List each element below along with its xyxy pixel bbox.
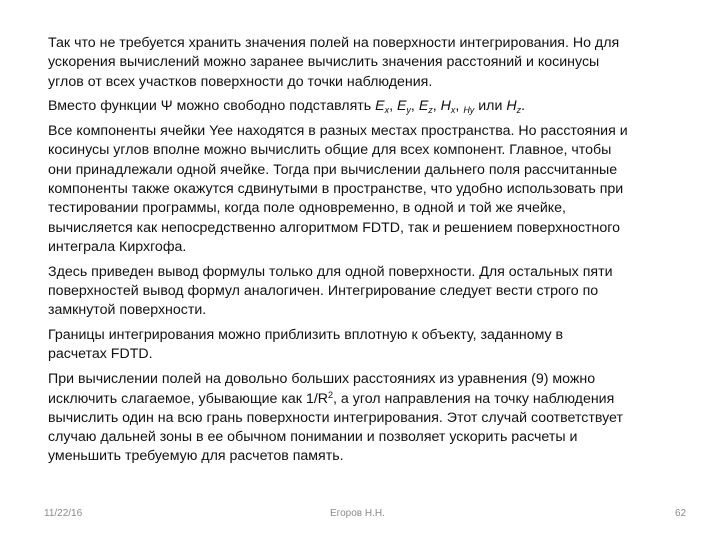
field-ey: $E_y$ [396, 98, 411, 116]
text-line: случаю дальней зоны в ее обычном понимании и позволяет ускорить расчеты и [48, 429, 578, 446]
text-line: Границы интегрирования можно приблизить вплотную к объекту, заданному в [48, 327, 564, 344]
superscript-2: 2 [328, 389, 334, 400]
text-line: Так что не требуется хранить значения полей на поверхности интегрирования. Но для [48, 35, 620, 51]
text-line: исключить слагаемое, убывающие как $1/R^2$, а угол направления на точку наблюдения [48, 389, 615, 407]
field-hz: $H_z$ [506, 98, 522, 116]
text-line: расчетах FDTD. [48, 346, 153, 363]
text-line: компоненты также окажутся сдвинутыми в пространстве, что удобно использовать при [48, 181, 624, 198]
paragraph-yee-cell [48, 122, 708, 257]
text-line: Все компоненты ячейки Yee находятся в разных местах пространства. Но расстояния и [48, 123, 628, 140]
field-ex: $E_x$ [375, 98, 390, 116]
slide-body [48, 34, 708, 472]
text-line: Вместо функции Ψ можно свободно подставлять $E_x$, $E_y$, $E_z$, $H_x$, $_{Hy}$ или $H_z$. [48, 98, 526, 116]
text-line: интеграла Кирхгофа. [48, 238, 187, 255]
text-line: замкнутой поверхности. [48, 302, 207, 319]
paragraph-storage [48, 34, 708, 92]
field-hx: $H_x$ [440, 98, 456, 116]
text-line: они принадлежали одной ячейке. Тогда при вычислении дальнего поля рассчитанные [48, 161, 618, 178]
text-line: вычислить один на всю грань поверхности интегрирования. Этот случай соответствует [48, 409, 623, 426]
text-line: тестировании программы, когда поле одновременно, в одной и той же ячейке, [48, 200, 566, 217]
paragraph-substitution [48, 97, 708, 116]
text-line: ускорения вычислений можно заранее вычислить значения расстояний и косинусы [48, 54, 600, 71]
text-line: углов от всех участков поверхности до точки наблюдения. [48, 73, 433, 90]
text-line: При вычислении полей на довольно больших расстояниях из уравнения (9) можно [48, 371, 596, 388]
text-line: косинусы углов вполне можно вычислить общие для всех компонент. Главное, чтобы [48, 142, 612, 159]
paragraph-far-zone [48, 370, 708, 466]
field-hy: Hy [463, 105, 475, 116]
paragraph-boundaries [48, 326, 708, 365]
footer-date: 11/22/16 [44, 508, 83, 519]
text-line: уменьшить требуемую для расчетов память. [48, 448, 344, 465]
paragraph-one-surface [48, 263, 708, 321]
formula-prefix: Вместо функции Ψ можно свободно подставлять [48, 98, 376, 115]
field-ez: $E_z$ [418, 98, 433, 116]
text-line: поверхностей вывод формул аналогичен. Интегрирование следует вести строго по [48, 283, 599, 300]
slide-number: 62 [675, 508, 687, 519]
text-line: вычисляется как непосредственно алгоритмом FDTD, так и решением поверхностного [48, 219, 621, 236]
text-line: Здесь приведен вывод формулы только для одной поверхности. Для остальных пяти [48, 263, 613, 280]
footer-author: Егоров Н.Н. [330, 508, 385, 519]
